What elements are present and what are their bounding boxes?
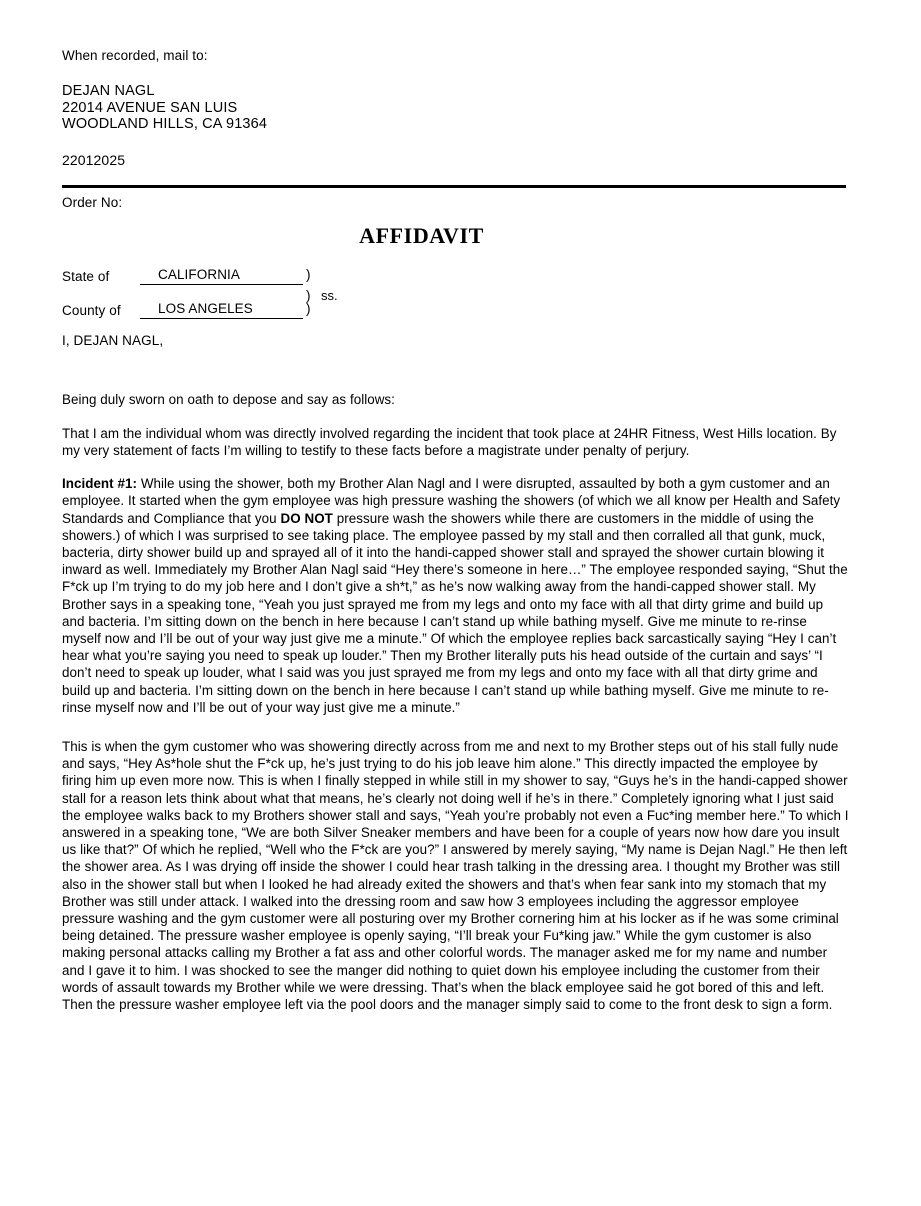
title-row [62, 223, 849, 253]
document-body [62, 391, 849, 1014]
order-number-label: Order No: [62, 194, 123, 210]
incident-1-text-part-1: While using the shower, both my Brother Alan Nagl and I were disrupted, assaulted by both a gym customer and an employee. It started when the gym employee was high pressure washing the showers (of which we all know per Health and Safety Standards and Compliance that you [62, 476, 841, 526]
paragraph-spacer-1 [62, 459, 849, 475]
county-row [62, 300, 303, 319]
venue-paren-bottom: ) [306, 300, 311, 316]
incident-1-emphasis: DO NOT [280, 510, 333, 526]
paragraph-spacer-2 [62, 716, 849, 738]
mail-to-street: 22014 AVENUE SAN LUIS [62, 99, 238, 116]
venue-paren-middle: ) [306, 287, 311, 303]
document-content [62, 47, 849, 1013]
narrative-paragraph: This is when the gym customer who was showering directly across from me and next to my Brother steps out of his stall fully nude and says, “Hey As*hole shut the F*ck up, he’s just trying to do his job leave him alone.” This directly impacted the employee by firing him up even more now. This is when I finally stepped in while still in my shower to say, “Guys he’s in the handi-capped shower stall for a reason lets think about what that means, he’s clearly not doing well if he’s in there.” Completely ignoring what I just said the employee walks back to my Brothers shower stall and says, “Yeah you’re probably not even a Fuc*ing member here.” To which I answered in a speaking tone, “We are both Silver Sneaker members and have been for a couple of years now how dare you insult us like that?” Of which he replied, “Well who the F*ck are you?” I answered by merely saying, “My name is Dejan Nagl.” He then left the shower area. As I was drying off inside the shower I could hear trash talking in the dressing area. I thought my Brother was still also in the shower stall but when I looked he had already exited the showers and that’s when fear sank into my stomach that my Brother was still under attack. I walked into the dressing room and saw how 3 employees including the aggressor employee pressure washing and the gym customer were all posturing over my Brother cornering him at his locker as if he was some criminal being detained. The pressure washer employee is openly saying, “I’ll break your Fu*king jaw.” While the gym customer is also making personal attacks calling my Brother a fat ass and other colorful words. The manager asked me for my name and number and I gave it to him. I was shocked to see the manger did nothing to quiet down his employee including the customer from their words of assault towards my Brother while we were dressing. That’s when the black employee said he got bored of this and left. Then the pressure washer employee left via the pool doors and the manager simply said to come to the front desk to sign a form. [62, 738, 849, 1012]
mail-to-address-block [62, 83, 849, 133]
state-label: State of [62, 268, 110, 284]
mail-to-city-state-zip: WOODLAND HILLS, CA 91364 [62, 116, 268, 132]
state-value-field[interactable]: CALIFORNIA [140, 266, 303, 285]
ss-abbreviation: ss. [321, 287, 338, 303]
incident-1-paragraph [62, 475, 849, 716]
county-label: County of [62, 302, 121, 318]
affiant-name-line: I, DEJAN NAGL, [62, 332, 164, 348]
statement-paragraph: That I am the individual whom was directly involved regarding the incident that took place at 24HR Fitness, West Hills location. By my very statement of facts I’m willing to testify to these facts before a magistrate under penalty of perjury. [62, 425, 837, 458]
venue-block [62, 266, 849, 328]
page-title: AFFIDAVIT [359, 222, 484, 248]
recording-instruction-label: When recorded, mail to: [62, 48, 208, 63]
venue-paren-top: ) [306, 266, 311, 282]
state-row [62, 266, 303, 285]
document-number: 22012025 [62, 151, 126, 168]
oath-paragraph: Being duly sworn on oath to depose and say as follows: [62, 391, 395, 407]
mail-to-name: DEJAN NAGL [62, 83, 155, 99]
incident-1-text-part-2: pressure wash the showers while there are customers in the middle of using the showers.) of which I was surprised to see taking place. The employee passed by my stall and then corralled all that gunk, muck, bacteria, dirty shower build up and sprayed all of it into the handi-capped shower stall and sprayed the shower curtain blowing it inward as well. Immediately my Brother Alan Nagl said “Hey there’s someone in here…” The employee responded saying, “Shut the F*ck up I’m trying to do my job here and I don’t give a sh*t,” as he’s now walking away from the handi-capped shower stall. My Brother says in a speaking tone, “Yeah you just sprayed me from my legs and onto my face with all that dirty grime and build up and bacteria. I’m sitting down on the bench in here because I can’t stand up while bathing myself. Give me minute to re-rinse myself now and I’ll be out of your way just give me a minute.” Of which the employee replies back sarcastically saying “Hey I can’t hear what you’re saying you need to speak up louder.” Then my Brother literally puts his head outside of the curtain and says’ “I don’t need to speak up louder, what I said was you just sprayed me from my legs and onto my face with all that dirty grime and build up and bacteria. I’m sitting down on the bench in here because I can’t stand up while bathing myself. Give me minute to re-rinse myself now and I’ll be out of your way just give me a minute.” [62, 510, 848, 715]
incident-1-heading: Incident #1: [62, 476, 137, 492]
header-divider-rule [62, 185, 846, 188]
county-value-field[interactable]: LOS ANGELES [140, 300, 303, 319]
